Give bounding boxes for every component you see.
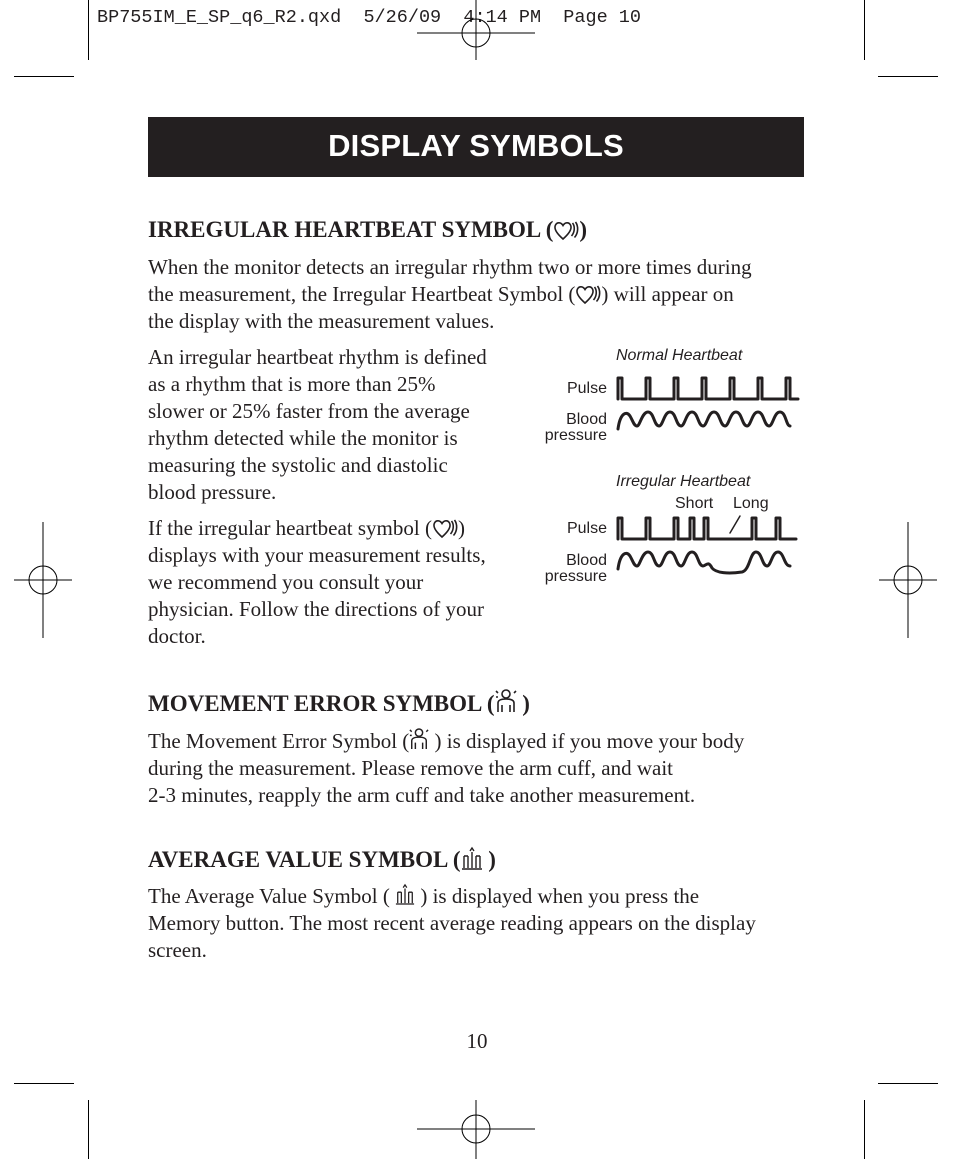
irregular-advice: If the irregular heartbeat symbol ( ) displays with your measurement results, we recommend you consult your physician. Follow the directions of your doctor. <box>148 516 486 648</box>
normal-pulse-wave <box>618 378 798 399</box>
irregular-heartbeat-heading: IRREGULAR HEARTBEAT SYMBOL ( ) <box>148 217 588 242</box>
irregular-heartbeat-icon <box>432 517 458 539</box>
irregular-bp-wave <box>618 552 790 573</box>
irregular-definition: An irregular heartbeat rhythm is defined as a rhythm that is more than 25% slower or 25% faster from the average rhythm detected while the monitor is measuring the systolic and diastolic blood pressure. <box>148 345 487 504</box>
page-title: DISPLAY SYMBOLS <box>328 128 624 163</box>
normal-pressure-label: pressure <box>544 427 607 444</box>
irregular-intro: When the monitor detects an irregular rhythm two or more times during the measurement, the Irregular Heartbeat Symbol ( ) will appear on the display with the measurement values. <box>148 255 752 333</box>
movement-error-icon <box>495 688 517 714</box>
title-banner <box>148 117 804 177</box>
normal-blood-label: Blood <box>566 411 607 428</box>
movement-error-heading: MOVEMENT ERROR SYMBOL ( ) <box>148 688 530 717</box>
irregular-heartbeat-icon <box>575 283 601 305</box>
long-label: Long <box>733 495 769 512</box>
irregular-blood-label: Blood <box>566 552 607 569</box>
movement-error-text: The Movement Error Symbol ( ) is displayed if you move your body during the measurement. Please remove the arm cuff, and wait 2-3 minutes, reapply the arm cuff and take another measurement. <box>148 729 745 807</box>
normal-bp-wave <box>618 412 790 429</box>
irregular-heartbeat-title: Irregular Heartbeat <box>616 473 751 490</box>
average-value-text: The Average Value Symbol ( ) is displayed when you press the Memory button. The most recent average reading appears on the display screen. <box>148 884 756 962</box>
printer-slug: BP755IM_E_SP_q6_R2.qxd 5/26/09 4:14 PM Page 10 <box>97 7 641 28</box>
movement-error-icon <box>409 727 429 751</box>
average-value-heading: AVERAGE VALUE SYMBOL ( ) <box>148 847 496 872</box>
short-label: Short <box>675 495 714 512</box>
heartbeat-waveforms <box>610 370 810 585</box>
normal-heartbeat-title: Normal Heartbeat <box>616 347 743 364</box>
irregular-heartbeat-icon <box>553 219 579 241</box>
average-value-icon <box>461 846 483 870</box>
irregular-pulse-wave <box>618 518 796 539</box>
irregular-pulse-label: Pulse <box>566 520 607 537</box>
irregular-pressure-label: pressure <box>544 568 607 585</box>
page-number: 10 <box>466 1029 488 1053</box>
average-value-icon <box>395 883 415 905</box>
normal-pulse-label: Pulse <box>566 380 607 397</box>
